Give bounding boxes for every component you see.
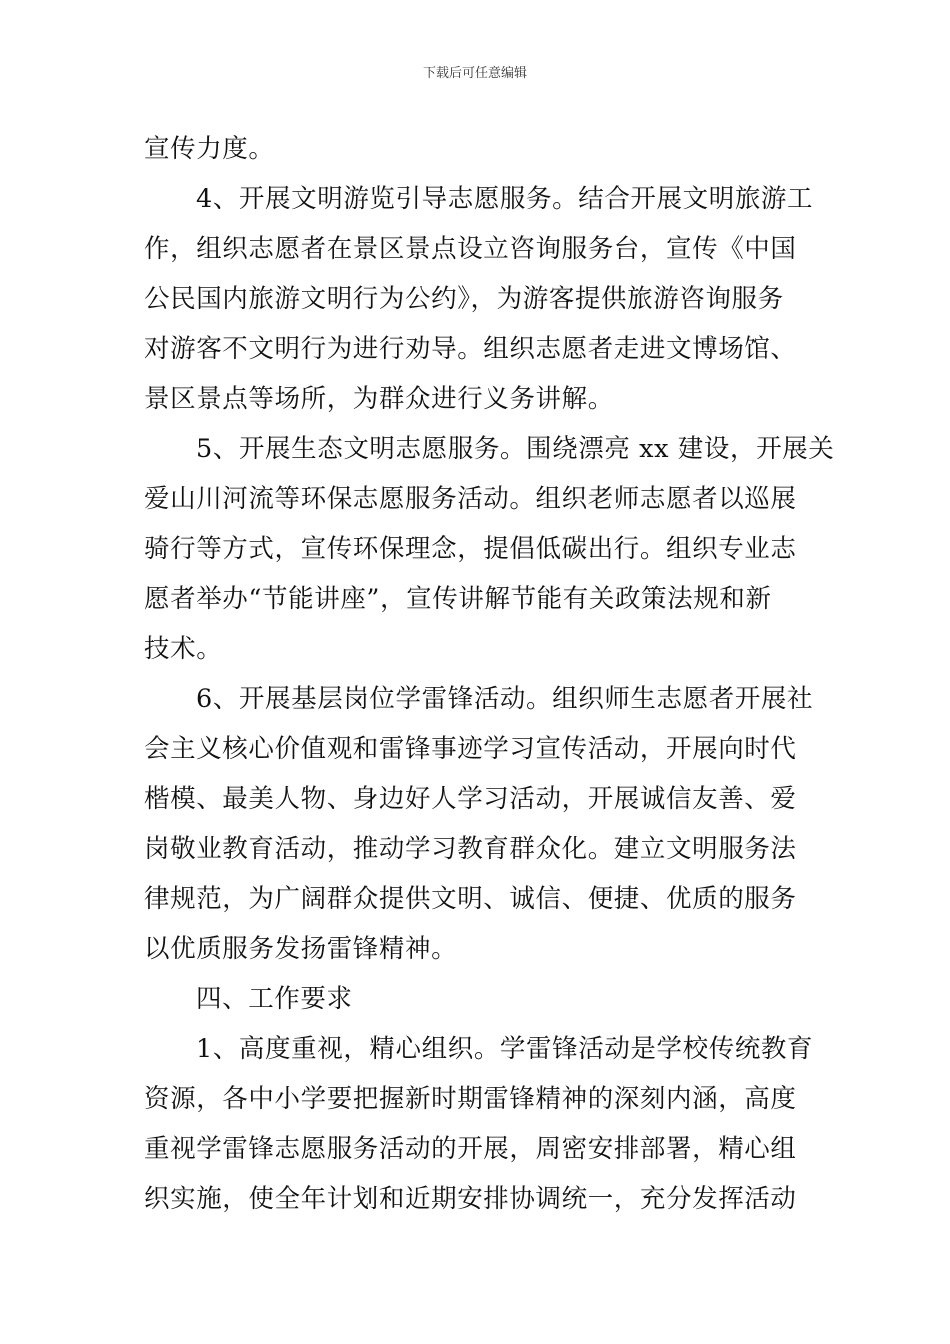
text-line: 景区景点等场所，为群众进行义务讲解。 [144, 384, 614, 414]
text-line: 楷模、最美人物、身边好人学习活动，开展诚信友善、爱 [144, 784, 797, 814]
document-body [144, 124, 835, 1224]
text-line: 爱山川河流等环保志愿服务活动。组织老师志愿者以巡展 [144, 484, 797, 514]
text-line: 宣传力度。 [144, 134, 275, 164]
text-line: 会主义核心价值观和雷锋事迹学习宣传活动，开展向时代 [144, 734, 797, 764]
text-line: 技术。 [144, 634, 223, 664]
page-header: 下载后可任意编辑 [422, 66, 527, 81]
text-line: 以优质服务发扬雷锋精神。 [144, 934, 458, 964]
text-line: 6、开展基层岗位学雷锋活动。组织师生志愿者开展社 [196, 684, 814, 714]
text-line: 公民国内旅游文明行为公约》，为游客提供旅游咨询服务 [144, 284, 784, 314]
text-line: 织实施，使全年计划和近期安排协调统一，充分发挥活动 [144, 1184, 797, 1214]
text-line: 4、开展文明游览引导志愿服务。结合开展文明旅游工 [196, 184, 814, 214]
section-heading: 四、工作要求 [196, 984, 353, 1014]
text-line: 作，组织志愿者在景区景点设立咨询服务台，宣传《中国 [144, 234, 797, 264]
text-line: 资源，各中小学要把握新时期雷锋精神的深刻内涵，高度 [144, 1084, 797, 1114]
text-line: 愿者举办“节能讲座”，宣传讲解节能有关政策法规和新 [144, 584, 772, 614]
text-line: 重视学雷锋志愿服务活动的开展，周密安排部署，精心组 [144, 1134, 797, 1164]
text-line: 对游客不文明行为进行劝导。组织志愿者走进文博场馆、 [144, 334, 797, 364]
text-line: 骑行等方式，宣传环保理念，提倡低碳出行。组织专业志 [144, 534, 797, 564]
text-line: 5、开展生态文明志愿服务。围绕漂亮 xx 建设，开展关 [196, 434, 835, 464]
text-line: 律规范，为广阔群众提供文明、诚信、便捷、优质的服务 [144, 884, 797, 914]
text-line: 岗敬业教育活动，推动学习教育群众化。建立文明服务法 [144, 834, 797, 864]
text-line: 1、高度重视，精心组织。学雷锋活动是学校传统教育 [196, 1034, 814, 1064]
